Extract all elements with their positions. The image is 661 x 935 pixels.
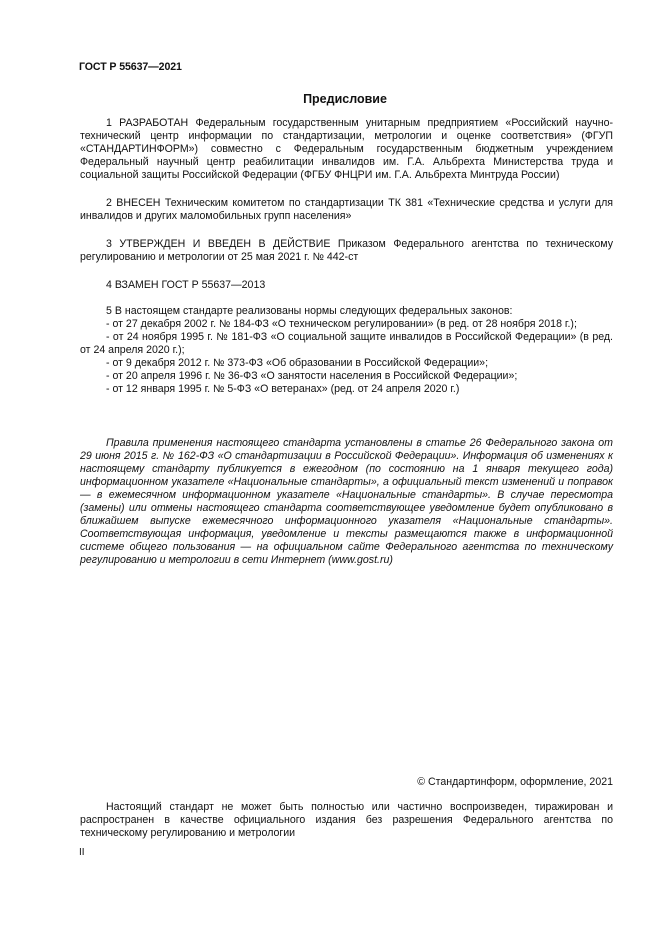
document-code: ГОСТ Р 55637—2021: [79, 61, 182, 73]
list-item: - от 9 декабря 2012 г. № 373-ФЗ «Об образовании в Российской Федерации»;: [106, 357, 489, 369]
standard-application-notice: Правила применения настоящего стандарта установлены в статье 26 Федерального закона от 29 июня 2015 г. № 162-ФЗ «О стандартизации в Российской Федерации». Информация об изменениях к настоящему стандарту публикуется в ежегодном (по состоянию на 1 января текущего года) информационном указателе «Национальные стандарты», а официальный текст изменений и поправок — в ежемесячном информационном указателе «Национальные стандарты». В случае пересмотра (замены) или отмены настоящего стандарта соответствующее уведомление будет опубликовано в ближайшем выпуске ежемесячного информационного указателя «Национальные стандарты». Соответствующая информация, уведомление и тексты размещаются также в информационной системе общего пользования — на официальном сайте Федерального агентства по техническому регулированию и метрологии в сети Интернет (www.gost.ru): [80, 437, 613, 566]
laws-intro: 5 В настоящем стандарте реализованы нормы следующих федеральных законов:: [106, 305, 513, 317]
copyright-line: © Стандартинформ, оформление, 2021: [417, 776, 613, 788]
paragraph-introduced-by: 2 ВНЕСЕН Техническим комитетом по стандартизации ТК 381 «Технические средства и услуги для инвалидов и других маломобильных групп населения»: [80, 197, 613, 222]
paragraph-replaces: 4 ВЗАМЕН ГОСТ Р 55637—2013: [106, 279, 266, 291]
page-title: Предисловие: [303, 92, 387, 106]
paragraph-federal-laws: [80, 305, 613, 396]
list-item: - от 20 апреля 1996 г. № 36-ФЗ «О занятости населения в Российской Федерации»;: [106, 370, 518, 382]
page-number: II: [79, 847, 85, 858]
reproduction-notice: Настоящий стандарт не может быть полностью или частично воспроизведен, тиражирован и распространен в качестве официального издания без разрешения Федерального агентства по техническому регулированию и метрологии: [80, 801, 613, 839]
list-item: - от 27 декабря 2002 г. № 184-ФЗ «О техническом регулировании» (в ред. от 28 ноября 2018 г.);: [106, 318, 577, 330]
list-item: - от 12 января 1995 г. № 5-ФЗ «О ветеранах» (ред. от 24 апреля 2020 г.): [106, 383, 460, 395]
paragraph-developed-by: 1 РАЗРАБОТАН Федеральным государственным унитарным предприятием «Российский научно-технический центр информации по стандартизации, метрологии и оценке соответствия» (ФГУП «СТАНДАРТИНФОРМ») совместно с Федеральным государственным бюджетным учреждением Федеральный научный центр реабилитации инвалидов им. Г.А. Альбрехта Министерства труда и социальной защиты Российской Федерации (ФГБУ ФНЦРИ им. Г.А. Альбрехта Минтруда России): [80, 117, 613, 181]
list-item: - от 24 ноября 1995 г. № 181-ФЗ «О социальной защите инвалидов в Российской Федерации» (в ред. от 24 апреля 2020 г.);: [80, 331, 613, 356]
paragraph-approved: 3 УТВЕРЖДЕН И ВВЕДЕН В ДЕЙСТВИЕ Приказом Федерального агентства по техническому регулированию и метрологии от 25 мая 2021 г. № 442-ст: [80, 238, 613, 263]
